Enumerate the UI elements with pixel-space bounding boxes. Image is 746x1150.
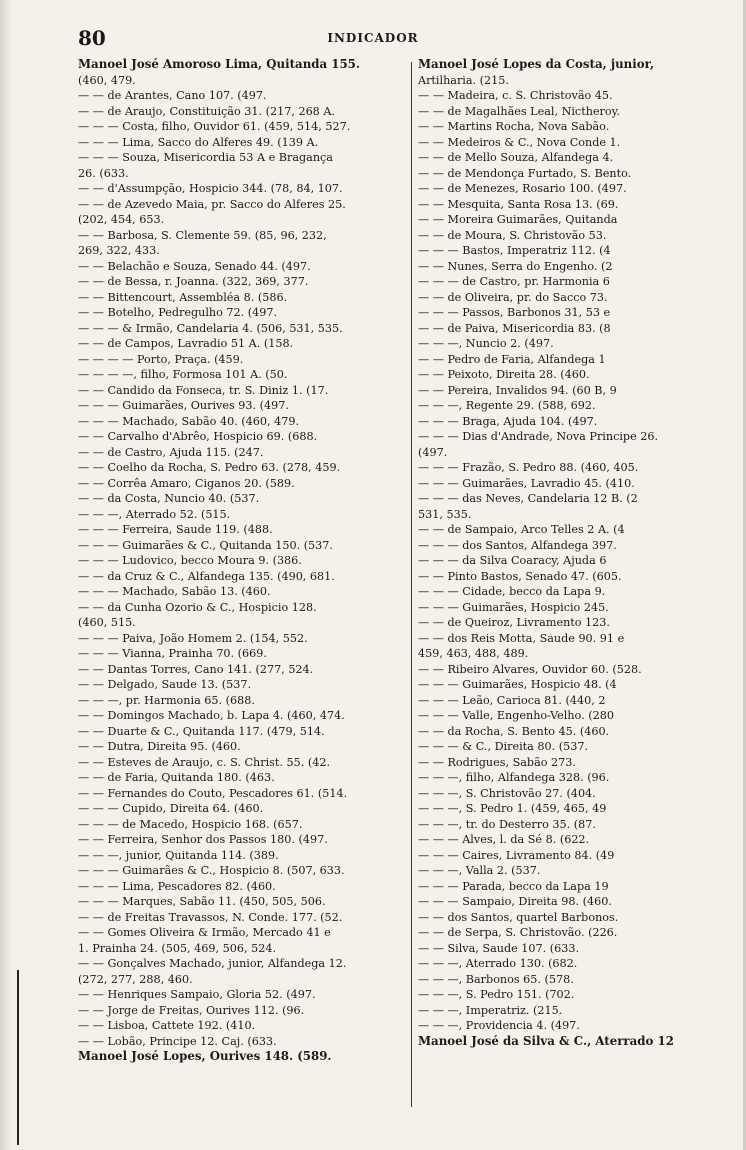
index-entry: (202, 454, 653. [78,213,165,226]
index-entry: — — de Araujo, Constituição 31. (217, 268 A. [78,104,335,118]
index-entry: — — — Frazão, S. Pedro 88. (460, 405. [418,461,639,474]
index-entry: — — — Lima, Sacco do Alferes 49. (139 A. [78,135,319,149]
index-entry: — — —, junior, Quitanda 114. (389. [78,848,279,862]
index-entry: — — Candido da Fonseca, tr. S. Diniz 1. (17. [78,383,329,397]
index-entry: — — —, S. Pedro 151. (702. [418,988,575,1001]
index-entry: — — de Arantes, Cano 107. (497. [78,89,267,102]
index-entry: — — da Cunha Ozorio & C., Hospicio 128. [78,600,317,614]
index-entry: — — de Oliveira, pr. do Sacco 73. [418,290,608,304]
index-entry: — — — Lima, Pescadores 82. (460. [78,879,276,893]
index-entry: — — de Mendonça Furtado, S. Bento. [418,166,632,180]
index-entry: (460, 479. [78,73,136,87]
index-entry: — — — Cupido, Direita 64. (460. [78,802,264,815]
index-entry: — — — Machado, Sabão 13. (460. [78,585,271,598]
index-entry: — — — Costa, filho, Ouvidor 61. (459, 514, 527. [78,120,351,133]
index-entry: — — Coelho da Rocha, S. Pedro 63. (278, 459. [78,461,341,474]
index-entry: — — — Marques, Sabão 11. (450, 505, 506. [78,895,326,908]
index-entry: — — de Menezes, Rosario 100. (497. [418,182,627,195]
index-entry: — — dos Santos, quartel Barbonos. [418,910,619,924]
index-entry: Manoel José Lopes da Costa, junior, [418,57,655,71]
index-entry: — — —, Regente 29. (588, 692. [418,399,596,412]
index-entry: — — — Vianna, Prainha 70. (669. [78,647,267,660]
index-entry: — — — de Macedo, Hospicio 168. (657. [78,817,303,831]
left-column [78,57,404,1065]
index-entry: — — —, pr. Harmonia 65. (688. [78,693,255,707]
index-entry: — — —, Providencia 4. (497. [418,1019,580,1032]
index-entry: — — Moreira Guimarães, Quitanda [418,213,618,226]
index-entry: — — — & C., Direita 80. (537. [418,740,589,753]
index-entry: 269, 322, 433. [78,244,160,257]
index-entry: (460, 515. [78,616,136,629]
index-entry: — — d'Assumpção, Hospicio 344. (78, 84, 107. [78,182,343,195]
index-entry: — — — de Castro, pr. Harmonia 6 [418,275,610,288]
index-entry: — — de Paiva, Misericordia 83. (8 [418,321,611,335]
margin-rule [17,970,19,1145]
index-entry: — — Carvalho d'Abrêo, Hospicio 69. (688. [78,430,318,443]
index-entry: — — Lisboa, Cattete 192. (410. [78,1019,256,1032]
index-entry: Manoel José da Silva & C., Aterrado 12 [418,1033,674,1048]
index-entry: — — Barbosa, S. Clemente 59. (85, 96, 232, [78,228,327,242]
index-entry: Artilharia. (215. [418,73,509,87]
index-entry: — — de Serpa, S. Christovão. (226. [418,926,618,939]
index-entry: — — — Passos, Barbonos 31, 53 e [418,306,611,319]
index-entry: — — Mesquita, Santa Rosa 13. (69. [418,197,619,211]
index-entry: — — — Souza, Misericordia 53 A e Bragança [78,151,333,164]
index-entry: — — Pinto Bastos, Senado 47. (605. [418,569,622,583]
index-entry: — — Ribeiro Alvares, Ouvidor 60. (528. [418,662,642,676]
right-column [418,57,744,1049]
index-entry: — — —, Aterrado 52. (515. [78,507,231,521]
index-entry: — — Gomes Oliveira & Irmão, Mercado 41 e [78,926,331,939]
index-entry: — — Gonçalves Machado, junior, Alfandega 12. [78,957,347,970]
index-entry: — — — da Silva Coaracy, Ajuda 6 [418,554,607,567]
index-entry: — — Martins Rocha, Nova Sabão. [418,120,610,133]
index-entry: — — de Campos, Lavradio 51 A. (158. [78,337,294,350]
index-entry: — — Nunes, Serra do Engenho. (2 [418,259,613,273]
index-entry: — — Madeira, c. S. Christovão 45. [418,89,613,102]
index-entry: — — — Guimarães & C., Hospicio 8. (507, 633. [78,864,345,877]
index-entry: — — —, tr. do Desterro 35. (87. [418,817,596,831]
index-entry: — — —, Valla 2. (537. [418,864,541,877]
index-entry: — — — Guimarães, Hospicio 48. (4 [418,678,617,691]
index-entry: — — — & Irmão, Candelaria 4. (506, 531, 535. [78,321,343,335]
index-entry: — — — Sampaio, Direita 98. (460. [418,895,612,908]
index-entry: — — de Azevedo Maia, pr. Sacco do Alferes 25. [78,197,346,211]
index-entry: — — — Guimarães, Hospicio 245. [418,600,609,614]
index-entry: — — — das Neves, Candelaria 12 B. (2 [418,492,638,505]
index-entry: — — — Machado, Sabão 40. (460, 479. [78,414,300,428]
index-entry: — — — Guimarães, Ourives 93. (497. [78,399,289,412]
index-entry: — — da Cruz & C., Alfandega 135. (490, 681. [78,569,335,583]
index-entry: — — Peixoto, Direita 28. (460. [418,368,590,381]
index-entry: — — de Moura, S. Christovão 53. [418,228,607,242]
index-entry: — — Dutra, Direita 95. (460. [78,740,241,753]
index-entry: — — Fernandes do Couto, Pescadores 61. (514. [78,786,348,800]
index-entry: — — —, Imperatriz. (215. [418,1003,563,1017]
index-entry: — — de Castro, Ajuda 115. (247. [78,445,264,459]
index-entry: — — Pereira, Invalidos 94. (60 B, 9 [418,383,617,397]
index-entry: — — Dantas Torres, Cano 141. (277, 524. [78,662,314,676]
index-entry: — — — Braga, Ajuda 104. (497. [418,414,598,428]
index-entry: (497. [418,445,448,459]
index-entry: Manoel José Amoroso Lima, Quitanda 155. [78,57,361,71]
index-entry: — — Jorge de Freitas, Ourives 112. (96. [78,1003,305,1017]
index-entry: 459, 463, 488, 489. [418,647,529,660]
index-entry: — — — Alves, l. da Sé 8. (622. [418,833,590,846]
index-entry: — — Domingos Machado, b. Lapa 4. (460, 474. [78,709,345,722]
running-title: INDICADOR [327,31,419,45]
index-entry: — — de Sampaio, Arco Telles 2 A. (4 [418,523,625,536]
index-entry: — — Lobão, Principe 12. Caj. (633. [78,1034,277,1048]
index-entry: 1. Prainha 24. (505, 469, 506, 524. [78,941,277,955]
index-entry: — — — Valle, Engenho-Velho. (280 [418,709,614,722]
index-entry: — — —, filho, Alfandega 328. (96. [418,771,610,784]
index-entry: (272, 277, 288, 460. [78,972,193,986]
index-entry: — — da Rocha, S. Bento 45. (460. [418,724,610,738]
index-entry: — — — Ludovico, becco Moura 9. (386. [78,554,302,567]
page-number: 80 [78,26,106,50]
index-entry: — — —, Aterrado 130. (682. [418,957,578,970]
index-entry: — — —, S. Pedro 1. (459, 465, 49 [418,802,607,815]
index-entry: — — Belachão e Souza, Senado 44. (497. [78,259,311,273]
index-entry: — — Corrêa Amaro, Ciganos 20. (589. [78,476,295,490]
index-entry: — — — — Porto, Praça. (459. [78,352,244,366]
index-entry: 531, 535. [418,507,472,521]
index-entry: — — Bittencourt, Assembléa 8. (586. [78,290,288,304]
index-entry: — — —, S. Christovão 27. (404. [418,786,596,800]
index-entry: — — — Guimarães, Lavradio 45. (410. [418,476,635,490]
index-entry: — — — Dias d'Andrade, Nova Principe 26. [418,430,659,443]
index-entry: — — Ferreira, Senhor dos Passos 180. (497. [78,833,328,846]
index-entry: — — Botelho, Pedregulho 72. (497. [78,306,278,319]
binding-edge [0,0,12,1150]
column-divider [411,62,412,1107]
index-entry: — — — Ferreira, Saude 119. (488. [78,523,273,536]
index-entry: — — — Guimarães & C., Quitanda 150. (537. [78,538,333,552]
index-entry: — — — —, filho, Formosa 101 A. (50. [78,368,288,381]
index-entry: — — Henriques Sampaio, Gloria 52. (497. [78,988,316,1001]
index-entry: — — — Cidade, becco da Lapa 9. [418,585,606,598]
index-entry: — — — Caires, Livramento 84. (49 [418,848,615,862]
index-entry: — — — Leão, Carioca 81. (440, 2 [418,693,606,707]
index-entry: — — — dos Santos, Alfandega 397. [418,538,617,552]
index-entry: — — de Queiroz, Livramento 123. [418,616,610,629]
index-entry: — — —, Nuncio 2. (497. [418,337,554,350]
index-entry: — — de Freitas Travassos, N. Conde. 177. (52. [78,910,343,924]
index-entry: — — da Costa, Nuncio 40. (537. [78,492,260,505]
index-entry: 26. (633. [78,166,129,180]
index-entry: — — de Magalhães Leal, Nictheroy. [418,104,620,118]
index-entry: — — — Bastos, Imperatriz 112. (4 [418,244,611,257]
index-entry: — — de Mello Souza, Alfandega 4. [418,151,614,164]
index-entry: — — Rodrigues, Sabão 273. [418,755,576,769]
index-entry: — — Medeiros & C., Nova Conde 1. [418,135,621,149]
index-entry: — — dos Reis Motta, Saude 90. 91 e [418,631,625,645]
index-entry: — — —, Barbonos 65. (578. [418,972,574,986]
index-entry: — — Delgado, Saude 13. (537. [78,678,251,691]
index-entry: — — — Paiva, João Homem 2. (154, 552. [78,631,308,645]
index-entry: — — Silva, Saude 107. (633. [418,941,580,955]
index-entry: — — — Parada, becco da Lapa 19 [418,879,609,893]
index-entry: — — de Bessa, r. Joanna. (322, 369, 377. [78,275,309,288]
index-entry: — — Pedro de Faria, Alfandega 1 [418,352,606,366]
index-entry: — — Esteves de Araujo, c. S. Christ. 55. (42. [78,755,331,769]
index-entry: — — Duarte & C., Quitanda 117. (479, 514. [78,724,325,738]
index-entry: Manoel José Lopes, Ourives 148. (589. [78,1049,332,1063]
index-entry: — — de Faria, Quitanda 180. (463. [78,771,275,784]
